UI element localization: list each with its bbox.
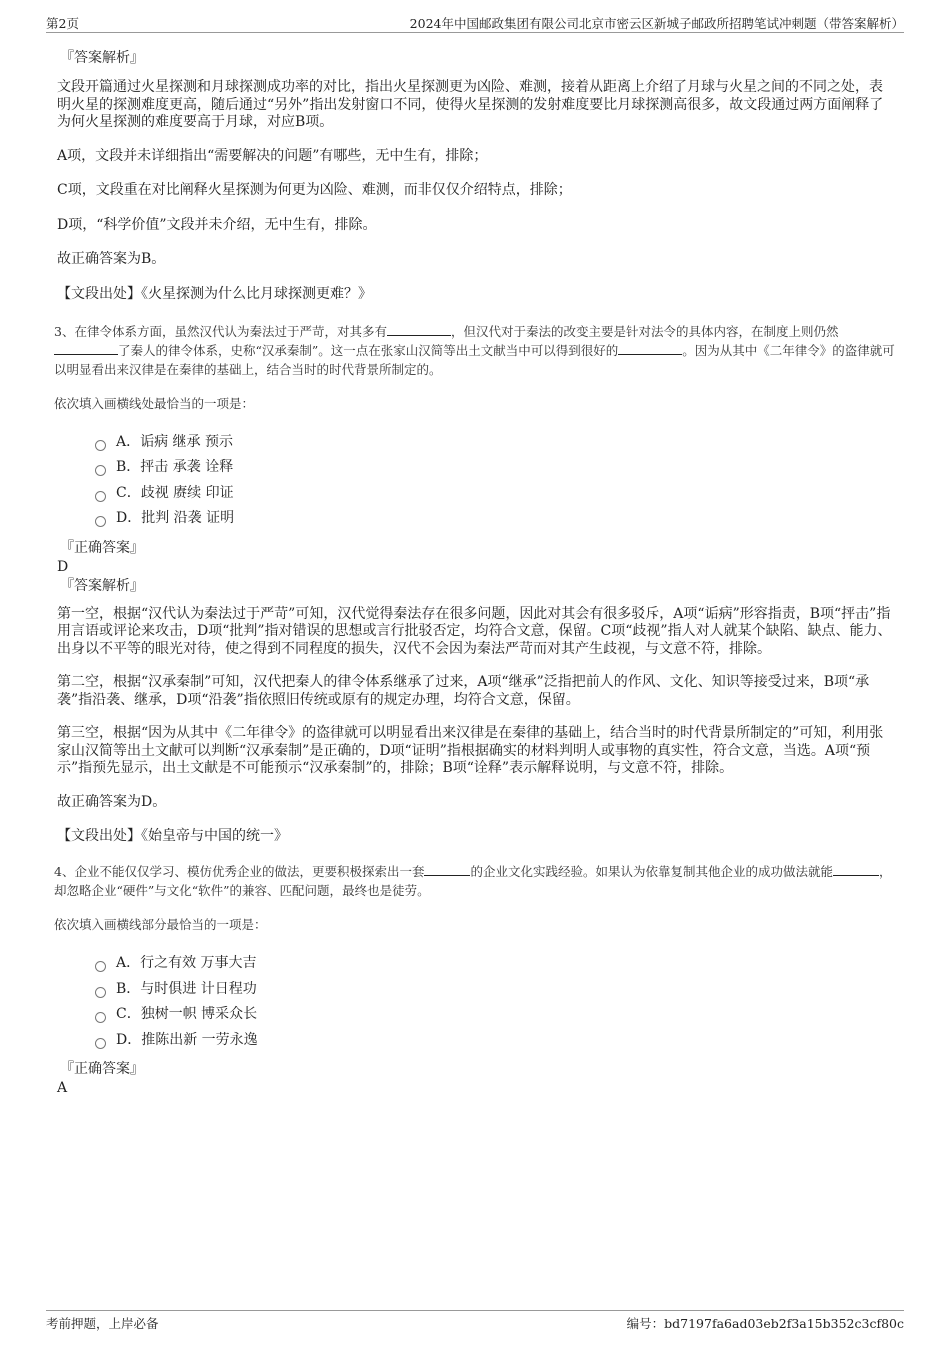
q3-options [95, 430, 895, 532]
q3-analysis-label: 『答案解析』 [60, 577, 144, 594]
answer-blank [618, 341, 682, 355]
radio-button[interactable] [95, 516, 106, 527]
answer-blank [833, 862, 879, 876]
option-label: B．抨击 承袭 诠释 [116, 459, 234, 475]
document-title: 2024年中国邮政集团有限公司北京市密云区新城子邮政所招聘笔试冲刺题（带答案解析） [409, 16, 904, 31]
option-b[interactable] [95, 455, 895, 481]
q4-stem-text: ，却忽略企业“硬件”与文化“软件”的兼容、匹配问题，最终也是徒劳。 [54, 864, 892, 898]
radio-button[interactable] [95, 491, 106, 502]
answer-blank [54, 341, 118, 355]
question-4 [54, 862, 895, 1097]
question-3 [54, 322, 895, 847]
q3-analysis-paragraph: 第三空，根据“因为从其中《二年律令》的盗律就可以明显看出来汉律是在秦律的基础上，结合当时的时代背景所制定的”可知，利用张家山汉简等出土文献可以判断“汉承秦制”是正确的，D项“证明”指根据确实的材料判明人或事物的真实性，符合文意，当选。A项“预示”指预先显示，出土文献是不可能预示“汉承秦制”的，排除；B项“诠释”表示解释说明，与文意不符，排除。 [57, 725, 884, 776]
option-label: C．歧视 赓续 印证 [116, 484, 234, 501]
page-number: 第2页 [46, 16, 79, 31]
q2-analysis-label: 『答案解析』 [60, 50, 144, 66]
q3-stem-text: 了秦人的律令体系，史称“汉承秦制”。这一点在张家山汉简等出土文献当中可以得到很好的 [118, 342, 619, 358]
radio-button[interactable] [95, 961, 106, 972]
option-label: A．诟病 继承 预示 [116, 433, 234, 450]
radio-button[interactable] [95, 440, 106, 451]
q4-stem-text: 4、企业不能仅仅学习、模仿优秀企业的做法，更要积极探索出一套 [54, 864, 425, 879]
q3-stem-text: 。因为从其中《二年律令》的盗律就可以明显看出来汉律是在秦律的基础上，结合当时的时代背景所制定的。 [54, 342, 895, 377]
option-label: C．独树一帜 博采众长 [116, 1006, 258, 1022]
option-a[interactable] [95, 951, 895, 977]
q2-analysis-paragraph: 文段开篇通过火星探测和月球探测成功率的对比，指出火星探测更为凶险、难测，接着从距离上介绍了月球与火星之间的不同之处，表明火星的探测难度更高，随后通过“另外”指出发射窗口不同，使得火星探测的发射难度要比月球探测高很多，故文段通过两方面阐释了为何火星探测的难度要高于月球，对应B项。 [57, 79, 884, 130]
answer-blank [424, 862, 470, 876]
option-c[interactable] [95, 481, 895, 507]
main-content [54, 48, 895, 1097]
option-label: A．行之有效 万事大吉 [116, 955, 257, 971]
option-d[interactable] [95, 506, 895, 532]
q3-stem-text: ，但汉代对于秦法的改变主要是针对法令的具体内容，在制度上则仍然 [450, 323, 839, 339]
radio-button[interactable] [95, 1012, 106, 1023]
radio-button[interactable] [95, 465, 106, 476]
page-header [46, 12, 904, 33]
q3-correct-answer: D [57, 558, 69, 575]
q3-conclusion: 故正确答案为D。 [57, 793, 167, 810]
q2-analysis-paragraph: C项，文段重在对比阐释火星探测为何更为凶险、难测，而非仅仅介绍特点，排除； [57, 182, 572, 198]
q4-correct-answer: A [57, 1080, 68, 1096]
document-id: 编号：bd7197fa6ad03eb2f3a15b352c3cf80c [626, 1316, 904, 1331]
q3-correct-label: 『正确答案』 [60, 539, 144, 556]
option-label: B．与时俱进 计日程功 [116, 980, 257, 997]
option-c[interactable] [95, 1002, 895, 1028]
q4-stem-text: 的企业文化实践经验。如果认为依靠复制其他企业的成功做法就能 [470, 864, 833, 879]
radio-button[interactable] [95, 987, 106, 998]
q2-analysis-paragraph: A项，文段并未详细指出“需要解决的问题”有哪些，无中生有，排除； [57, 147, 488, 164]
q4-options [95, 951, 895, 1053]
q3-instruction: 依次填入画横线处最恰当的一项是： [54, 395, 255, 411]
radio-button[interactable] [95, 1038, 106, 1049]
answer-blank [387, 322, 451, 336]
option-d[interactable] [95, 1028, 895, 1054]
q2-source: 【文段出处】《火星探测为什么比月球探测更难？》 [57, 285, 372, 302]
q3-analysis-paragraph: 第二空，根据“汉承秦制”可知，汉代把秦人的律令体系继承了过来，A项“继承”泛指把前人的作风、文化、知识等接受过来，B项“承袭”指沿袭、继承，D项“沿袭”指依照旧传统或原有的规定办理，均符合文意，保留。 [57, 674, 870, 708]
footer-slogan: 考前押题，上岸必备 [46, 1316, 159, 1331]
q4-instruction: 依次填入画横线部分最恰当的一项是： [54, 917, 267, 932]
q4-correct-label: 『正确答案』 [60, 1061, 144, 1077]
q3-source: 【文段出处】《始皇帝与中国的统一》 [57, 828, 288, 844]
option-b[interactable] [95, 977, 895, 1003]
option-label: D．推陈出新 一劳永逸 [116, 1031, 258, 1048]
q2-analysis [57, 48, 895, 304]
q2-analysis-paragraph: D项，“科学价值”文段并未介绍，无中生有，排除。 [57, 216, 377, 233]
q3-stem [54, 322, 895, 379]
option-label: D．批判 沿袭 证明 [116, 510, 235, 526]
q3-analysis-paragraph: 第一空，根据“汉代认为秦法过于严苛”可知，汉代觉得秦法存在很多问题，因此对其会有很多驳斥，A项“诟病”形容指责，B项“抨击”指用言语或评论来攻击，D项“批判”指对错误的思想或言行批驳否定，均符合文意，保留。C项“歧视”指人对人就某个缺陷、缺点、能力、出身以不平等的眼光对待，使之得到不同程度的损失，汉代不会因为秦法严苛而对其产生歧视，与文意不符，排除。 [57, 605, 892, 657]
option-a[interactable] [95, 430, 895, 456]
q3-stem-text: 3、在律令体系方面，虽然汉代认为秦法过于严苛，对其多有 [54, 323, 387, 339]
page-footer [46, 1310, 904, 1335]
q2-conclusion: 故正确答案为B。 [57, 251, 166, 267]
q4-stem [54, 862, 895, 900]
